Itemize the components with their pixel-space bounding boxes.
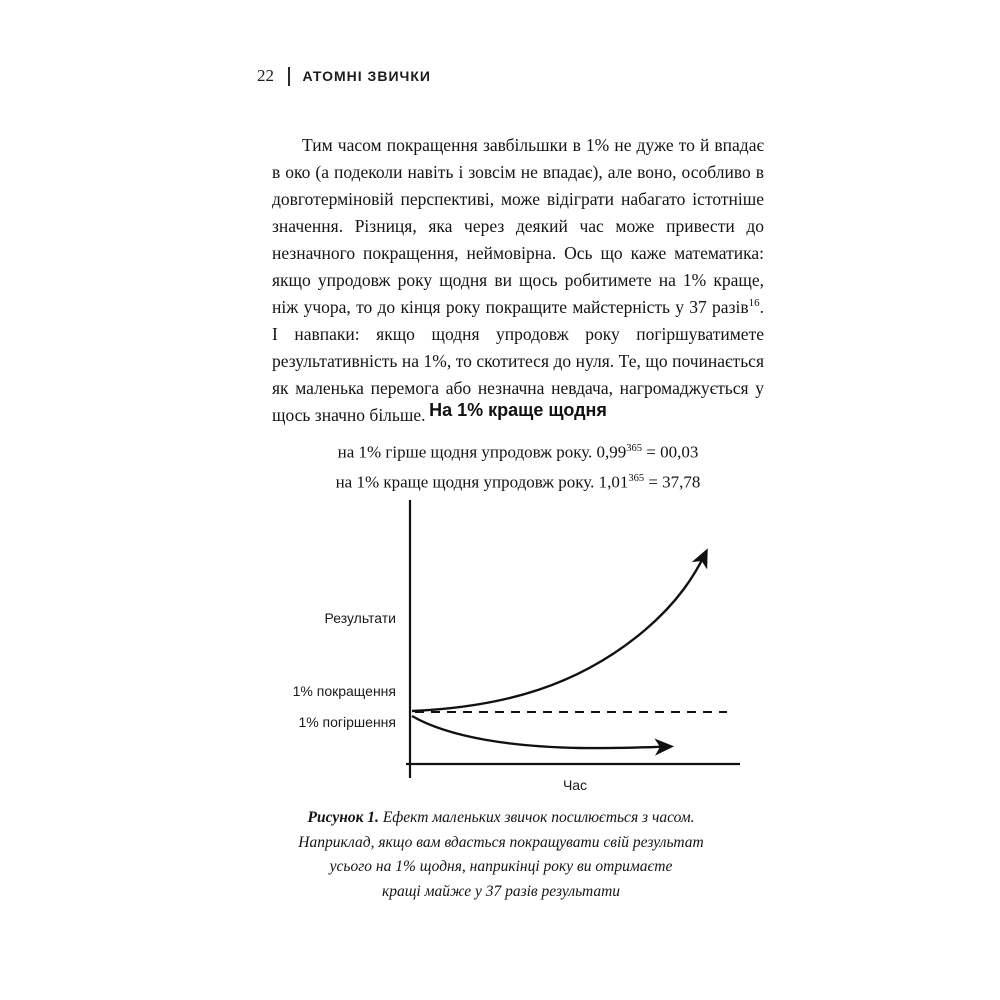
caption-line-1 (255, 806, 747, 831)
page-number: 22 (257, 66, 274, 85)
caption-line-2: Наприклад, якщо вам вдасться покращувати свій результат (298, 833, 704, 851)
caption-line-4: кращі майже у 37 разів результати (381, 882, 621, 900)
caption-line-3: усього на 1% щодня, наприкінці року ви отримаєте (329, 858, 673, 875)
decline-curve (412, 716, 670, 748)
x-axis-label: Час (562, 777, 588, 793)
figure-title: На 1% краще щодня (429, 400, 607, 420)
book-title: АТОМНІ ЗВИЧКИ (302, 68, 431, 84)
paragraph-text-1: Тим часом покращення завбільшки в 1% не дуже то й впадає в око (а подеколи навіть і зовсім не впадає), але воно, особливо в довготерміновій перспективі, може відіграти набагато істотніше значення. Різниця, яка через деякий час може привести до незначного покращення, неймовірна. Ось що каже математика: якщо упродовж року щодня ви щось робитимете на 1% краще, ніж учора, то до кінця року покращите майстерність у 37 разів (272, 134, 764, 317)
caption-figure-label: Рисунок 1. (307, 809, 379, 826)
formula-worse-exponent: 365 (626, 443, 643, 454)
decline-label: 1% погіршення (298, 714, 396, 730)
caption-line-1-text: Ефект маленьких звичок посилюється з часом. (378, 809, 695, 826)
body-paragraph (272, 132, 764, 429)
figure-caption (255, 806, 747, 904)
formula-better-exponent: 365 (628, 473, 645, 485)
y-axis-label: Результати (324, 610, 396, 626)
header-divider (288, 67, 290, 86)
chart-canvas (280, 490, 760, 800)
growth-curve (412, 552, 706, 711)
formula-worse (272, 436, 764, 466)
formula-better-text: на 1% краще щодня упродовж року. 1,01 (335, 472, 629, 492)
paragraph-text-2: . І навпаки: якщо щодня упродовж року погіршуватимете результативність на 1%, то скотитеся до нуля. Те, що починається як маленька перемога або незначна невдача, нагромаджується у щось значно більше. (272, 296, 764, 425)
improvement-label: 1% покращення (292, 683, 396, 699)
formula-worse-text: на 1% гірше щодня упродовж року. 0,99 (337, 442, 627, 462)
formula-better-result: = 37,78 (644, 472, 701, 492)
figure-formulas (272, 436, 764, 496)
footnote-reference: 16 (748, 296, 760, 309)
figure-chart (280, 490, 760, 800)
formula-worse-result: = 00,03 (642, 442, 699, 462)
page-header (257, 66, 431, 86)
